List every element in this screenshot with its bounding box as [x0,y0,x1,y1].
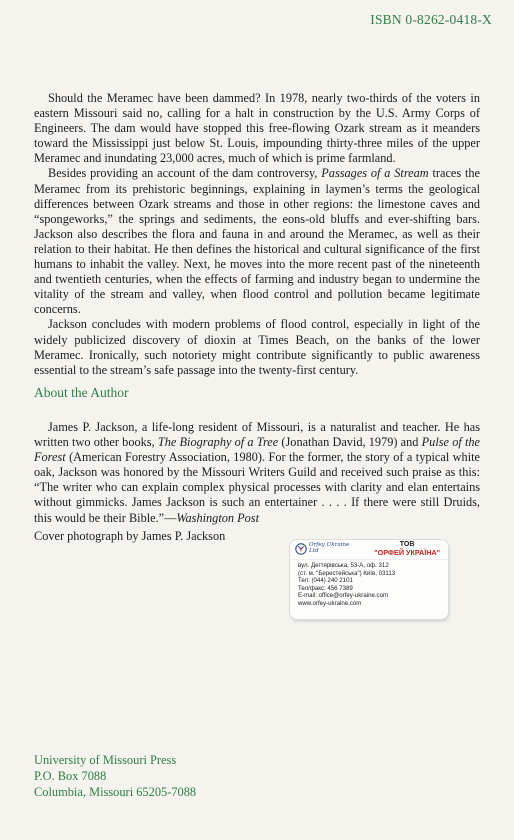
sticker-contacts [290,560,448,608]
about-author-heading: About the Author [34,385,129,400]
paragraph-text: Should the Meramec have been dammed? In 1978, nearly two-thirds of the voters in eastern Missouri said no, calling for a halt in construction by the U.S. Army Corps of Engineers. The dam would have stopped this free-flowing Ozark stream as it meanders toward the Mississippi just below St. Louis, impounding thirty-three miles of the upper Meramec and inundating 23,000 acres, much of which is prime farmland. [34,91,480,166]
quote-source: Washington Post [176,510,259,525]
book-title: Pulse of the Forest [34,435,480,465]
cover-credit: Cover photograph by James P. Jackson [34,529,226,543]
description-paragraph-3 [34,317,480,377]
publisher-name: University of Missouri Press [34,753,177,767]
publisher-address [34,753,196,800]
sticker-website: www.orfey-ukraine.com [298,599,362,607]
sticker-metro: (ст. м. "Берестейська") Київ, 03113 [298,569,396,577]
distributor-sticker [290,540,448,619]
sticker-company [374,541,440,557]
logo-text: Orfey Ukraine Ltd [309,542,350,554]
book-title: Passages of a Stream [321,166,429,181]
lyre-icon [295,543,307,555]
isbn-number: ISBN 0-8262-0418-X [370,12,492,27]
paragraph-text: Jackson concludes with modern problems of flood control, especially in light of the widely publicized discovery of dioxin at Times Beach, on the banks of the lower Meramec. Ironically, such notoriety might contribute significantly to public awareness essential to the stream’s safe passage into the twenty-first century. [34,317,480,377]
sticker-fax: Тел/факс: 456 7389 [298,584,353,592]
description-paragraph-1 [34,91,480,166]
publisher-city: Columbia, Missouri 65205-7088 [34,784,197,799]
company-name: "ОРФЕЙ УКРАЇНА" [374,548,440,557]
company-type: ТОВ [399,541,415,548]
book-title: The Biography of a Tree [157,435,279,450]
author-paragraph: James P. Jackson, a life-long resident of Missouri, is a naturalist and teacher. He has written two other books, The Biography of a Tree (Jonathan David, 1979) and Pulse of the Forest (American Forestry Association, 1980). For the former, the story of a typical white oak, Jackson was honored by the Missouri Writers Guild and received such praise as this: “The writer who can explain complex physical processes with clarity and elan entertains without gimmicks. James Jackson is such an entertainer . . . . If there were still Druids, this would be their Bible.”—Washington Post [34,420,480,525]
publisher-po-box: P.O. Box 7088 [34,768,107,783]
sticker-header [290,540,448,560]
sticker-address: вул. Дегтярівська, 53-А, оф. 312 [298,562,389,569]
sticker-phone: Тел: (044) 240 2101 [298,577,353,585]
paragraph-text: Besides providing an account of the dam controversy, [48,166,322,181]
book-description [34,91,480,378]
author-bio [34,420,480,526]
sticker-email: E-mail: office@orfey-ukraine.com [298,592,389,600]
description-paragraph-2 [34,166,480,317]
paragraph-text: traces the Meramec from its prehistoric beginnings, explaining in laymen’s terms the geological differences between Ozark streams and those in other regions: the limestone caves and “spongeworks,” the springs and sediments, the eons-old bluffs and ever-shifting bars. Jackson also describes the flora and fauna in and around the Meramec, as well as their relation to their habitat. He then defines the historical and cultural significance of the first humans to inhabit the valley. Next, he moves into the more recent past of the nineteenth and twentieth centuries, when the effects of farming and industry began to undermine the vitality of the stream and valley, when flood control and pollution became legitimate concerns. [34,166,481,317]
distributor-logo [295,543,351,555]
